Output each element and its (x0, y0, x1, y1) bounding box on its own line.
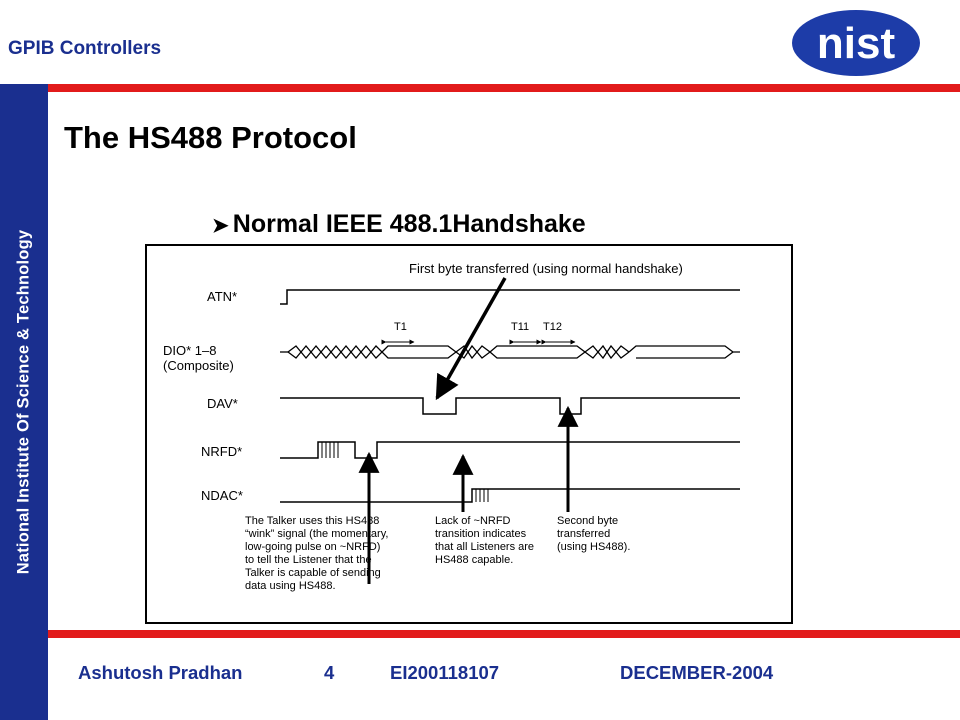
svg-text:data using HS488.: data using HS488. (245, 580, 336, 592)
top-divider (48, 84, 960, 92)
signal-label-atn: ATN* (207, 289, 238, 304)
svg-text:Second byte: Second byte (557, 515, 619, 527)
signal-label-dav: DAV* (207, 396, 238, 411)
svg-text:“wink” signal (the momentary,: “wink” signal (the momentary, (245, 528, 389, 540)
signal-label-dio-sub: (Composite) (163, 358, 234, 373)
header-title: GPIB Controllers (8, 38, 162, 59)
bottom-divider (48, 630, 960, 638)
timing-t1: T1 (394, 321, 407, 333)
bullet-item (212, 210, 586, 239)
svg-text:low-going pulse on ~NRFD): low-going pulse on ~NRFD) (245, 541, 381, 553)
signal-label-ndac: NDAC* (201, 488, 243, 503)
timing-diagram (145, 244, 793, 624)
nist-logo (790, 8, 922, 78)
footer-date: DECEMBER-2004 (620, 662, 774, 683)
svg-text:Lack of ~NRFD: Lack of ~NRFD (435, 515, 511, 527)
svg-text:transition indicates: transition indicates (435, 528, 527, 540)
callout-first-byte: First byte transferred (using normal handshake) (409, 261, 683, 276)
slide-title: The HS488 Protocol (64, 120, 357, 155)
footer-id: EI200118107 (390, 662, 500, 683)
svg-text:nist: nist (816, 19, 896, 68)
diagram-frame (146, 245, 792, 623)
svg-text:(using HS488).: (using HS488). (557, 541, 631, 553)
footer-page-number: 4 (324, 662, 335, 683)
svg-text:The Talker uses this HS488: The Talker uses this HS488 (245, 515, 380, 527)
bullet-text: Normal IEEE 488.1Handshake (232, 210, 586, 238)
signal-label-dio: DIO* 1–8 (163, 343, 217, 358)
svg-text:that all Listeners are: that all Listeners are (435, 541, 535, 553)
institute-name: National Institute Of Science & Technology (14, 229, 33, 575)
svg-text:Talker is capable of sending: Talker is capable of sending (245, 567, 381, 579)
svg-text:HS488 capable.: HS488 capable. (435, 554, 514, 566)
timing-t12: T12 (543, 321, 562, 333)
footer-author: Ashutosh Pradhan (78, 662, 243, 683)
svg-text:to tell the Listener that the: to tell the Listener that the (245, 554, 372, 566)
signal-label-nrfd: NRFD* (201, 444, 243, 459)
svg-text:transferred: transferred (557, 528, 611, 540)
timing-t11: T11 (511, 321, 530, 333)
bullet-arrow-icon: ➤ (212, 215, 229, 237)
